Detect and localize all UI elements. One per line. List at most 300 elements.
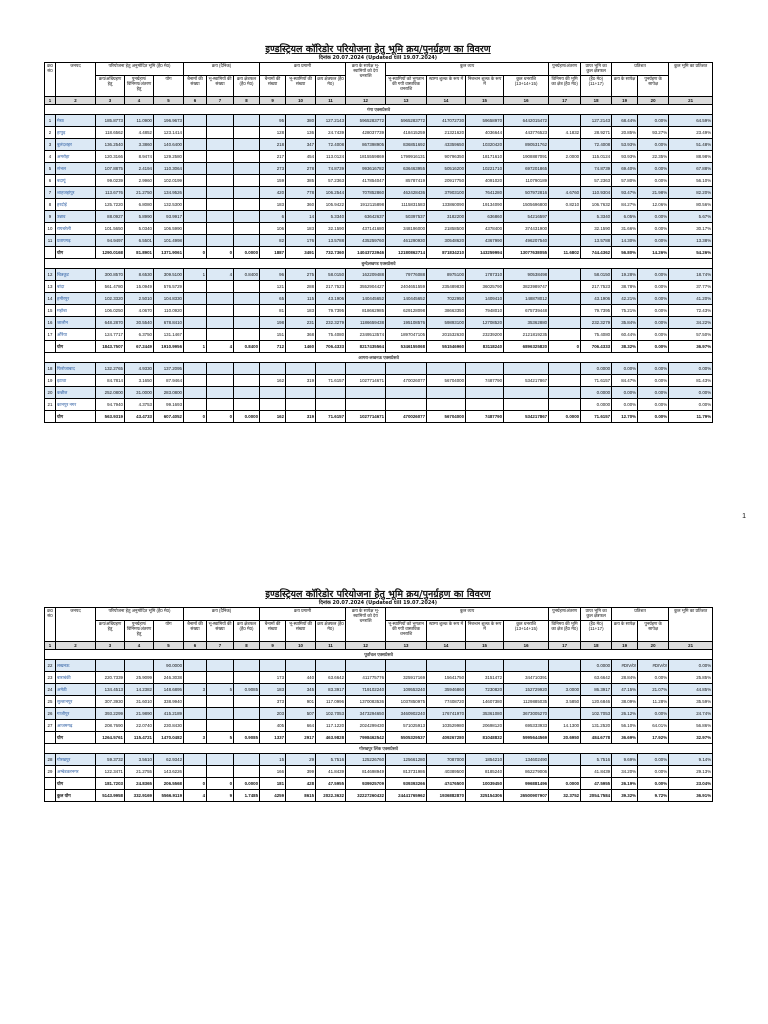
table-cell: 0.0000 <box>581 660 612 672</box>
table-cell: 30.17% <box>669 223 713 235</box>
table-cell: 648.2870 <box>96 317 125 329</box>
table-cell: 63.6642 <box>581 672 612 684</box>
table-cell: 0.00% <box>638 341 669 353</box>
table-cell <box>466 363 504 375</box>
report-subtitle: दिनांक 20.07.2024 (Updated till 19.07.2024) <box>318 600 438 606</box>
column-number: 11 <box>316 97 346 105</box>
table-cell: 697201865 <box>504 163 549 175</box>
table-cell: 23.49% <box>669 127 713 139</box>
table-cell: 360 <box>286 199 316 211</box>
table-cell: 21 <box>45 399 56 411</box>
table-cell: 36025790 <box>466 281 504 293</box>
table-cell: 59.3732 <box>96 754 125 766</box>
table-cell <box>286 399 316 411</box>
table-cell: 118.6562 <box>96 127 125 139</box>
table-cell: 36.91% <box>669 790 713 802</box>
table-cell: 21.9890 <box>125 708 154 720</box>
table-cell: 208.7690 <box>96 720 125 732</box>
table-cell: 235489830 <box>427 281 466 293</box>
table-cell: 54216597 <box>504 211 549 223</box>
table-cell: 90538498 <box>504 269 549 281</box>
header-cell: प्रतिशत <box>612 608 669 621</box>
header-cell: क्रय प्रगामी <box>260 63 346 76</box>
table-cell: 43.1906 <box>581 293 612 305</box>
table-cell <box>234 223 260 235</box>
table-cell: 1 <box>184 341 207 353</box>
table-cell: 120.3166 <box>96 151 125 163</box>
table-cell: 1115831583 <box>386 199 427 211</box>
table-cell: 1908887091 <box>504 151 549 163</box>
table-cell: 3 <box>184 684 207 696</box>
column-number: 11 <box>316 642 346 650</box>
section-row <box>45 353 713 363</box>
table-cell: 21.98% <box>638 187 669 199</box>
table-cell <box>234 163 260 175</box>
total-row <box>45 411 713 423</box>
table-cell: 5566.9119 <box>154 790 184 802</box>
table-cell: 2022.3632 <box>316 790 346 802</box>
table-cell <box>184 293 207 305</box>
table-row <box>45 766 713 778</box>
table-cell <box>45 411 56 423</box>
table-cell: 47.5955 <box>316 778 346 790</box>
table-cell: 103529980 <box>427 720 466 732</box>
table-cell <box>207 305 234 317</box>
table-cell <box>234 720 260 732</box>
table-cell <box>45 790 56 802</box>
table-cell: 59893100 <box>427 317 466 329</box>
header-cell: विनिमय की भूमि का क्षेत्र (है0 मे0) <box>549 76 581 97</box>
table-row <box>45 317 713 329</box>
table-cell <box>184 281 207 293</box>
table-cell: 24.8365 <box>125 778 154 790</box>
table-cell: 890531762 <box>504 139 549 151</box>
table-cell <box>234 317 260 329</box>
table-cell: 300.8570 <box>96 269 125 281</box>
table-cell: 0.00% <box>638 399 669 411</box>
table-cell <box>466 399 504 411</box>
header-cell: विनिमय की भूमि का क्षेत्र (है0 मे0) <box>549 621 581 642</box>
table-cell: 13 <box>45 281 56 293</box>
table-cell: 39.32% <box>612 790 638 802</box>
header-cell: कुल धनराशि (13+14+15) <box>504 76 549 97</box>
table-cell <box>234 305 260 317</box>
table-cell: 132.5300 <box>154 199 184 211</box>
total-row <box>45 341 713 353</box>
table-cell: 21.2750 <box>125 187 154 199</box>
table-cell: 5.8990 <box>125 211 154 223</box>
table-cell: 1815559869 <box>346 151 386 163</box>
table-cell: 113.6776 <box>96 187 125 199</box>
table-cell: 462428436 <box>386 187 427 199</box>
table-cell: 31.0000 <box>125 387 154 399</box>
table-cell: 231 <box>286 317 316 329</box>
table-cell: 0.00% <box>638 175 669 187</box>
column-number: 15 <box>466 97 504 105</box>
table-cell <box>549 175 581 187</box>
table-cell: 1027714671 <box>346 411 386 423</box>
table-cell: 1460 <box>286 341 316 353</box>
table-cell: #DIV/0! <box>612 660 638 672</box>
table-cell: 380 <box>286 115 316 127</box>
table-cell: 218 <box>260 139 286 151</box>
table-cell <box>504 660 549 672</box>
table-cell: 374431900 <box>504 223 549 235</box>
table-cell: योग <box>56 411 96 423</box>
table-cell: 12 <box>45 269 56 281</box>
table-cell: 5 <box>207 684 234 696</box>
table-cell: चित्रकूट <box>56 269 96 281</box>
table-cell <box>207 766 234 778</box>
table-cell: 99.0239 <box>96 175 125 187</box>
table-cell: 75.4080 <box>316 329 346 341</box>
table-cell: 5965283772 <box>346 115 386 127</box>
table-cell: 2.4194 <box>125 163 154 175</box>
table-cell: 140.6400 <box>154 139 184 151</box>
table-cell: 417072730 <box>427 115 466 127</box>
table-cell: 5.0340 <box>125 223 154 235</box>
table-cell: 996881496 <box>504 778 549 790</box>
header-cell: स्टाम्प शुल्क के रूप में <box>427 76 466 97</box>
table-cell: 0.9085 <box>234 732 260 744</box>
report-page-1 <box>44 44 712 423</box>
table-cell: 16 <box>45 317 56 329</box>
table-cell: 125226760 <box>346 754 386 766</box>
table-cell: 507 <box>286 708 316 720</box>
table-cell: 44.85% <box>669 684 713 696</box>
table-cell <box>184 199 207 211</box>
header-cell: भू-स्वामियों को भुगतान की गयी वास्तविक धनराशि <box>386 621 427 642</box>
table-cell <box>386 387 427 399</box>
table-cell <box>234 387 260 399</box>
table-cell <box>207 387 234 399</box>
table-cell: 629128098 <box>386 305 427 317</box>
table-cell <box>386 660 427 672</box>
table-cell: 37903100 <box>427 187 466 199</box>
table-cell <box>184 363 207 375</box>
table-cell: 69.40% <box>612 163 638 175</box>
table-cell: 1854210 <box>466 754 504 766</box>
table-cell <box>234 766 260 778</box>
table-cell: बांदा <box>56 281 96 293</box>
table-cell: 695333933 <box>504 720 549 732</box>
table-cell: 136 <box>286 127 316 139</box>
header-cell: भू-स्वामियों की संख्या <box>207 621 234 642</box>
column-number: 12 <box>346 642 386 650</box>
table-cell: 0.00% <box>638 375 669 387</box>
table-row <box>45 720 713 732</box>
table-cell: गाजीपुर <box>56 708 96 720</box>
table-cell: 50516200 <box>427 163 466 175</box>
report-page-2 <box>44 589 712 802</box>
table-cell <box>184 139 207 151</box>
table-cell: 345 <box>286 684 316 696</box>
table-cell: 38663350 <box>427 305 466 317</box>
table-cell: 25.85% <box>669 672 713 684</box>
header-cell: पुनर्ग्रहण/अंतरण <box>549 63 581 76</box>
table-cell: 31.66% <box>612 223 638 235</box>
table-cell <box>260 660 286 672</box>
table-cell <box>207 281 234 293</box>
table-cell: 0.0000 <box>581 363 612 375</box>
table-cell: 4091020 <box>466 175 504 187</box>
header-cell: (है0 मे0) (11+17) <box>581 621 612 642</box>
table-cell: 13.5788 <box>316 235 346 247</box>
table-cell: 56704000 <box>427 411 466 423</box>
table-cell: 319 <box>286 375 316 387</box>
table-cell: 4259 <box>260 790 286 802</box>
table-cell: 0.00% <box>638 672 669 684</box>
table-cell: 0.00% <box>638 235 669 247</box>
table-cell: 143259994 <box>466 247 504 259</box>
table-cell: 56.86% <box>669 720 713 732</box>
table-cell: 14 <box>45 293 56 305</box>
table-cell: 106.0250 <box>96 305 125 317</box>
table-cell: 0.0000 <box>549 411 581 423</box>
table-cell: 636463955 <box>386 163 427 175</box>
table-cell: 81.8901 <box>125 247 154 259</box>
table-cell: 7 <box>45 187 56 199</box>
table-cell: 94.7940 <box>96 399 125 411</box>
table-cell <box>234 235 260 247</box>
table-cell: 3491 <box>286 247 316 259</box>
table-cell <box>504 399 549 411</box>
table-cell: 67.88% <box>669 163 713 175</box>
table-row <box>45 305 713 317</box>
table-cell: 136.2540 <box>96 139 125 151</box>
table-cell <box>234 399 260 411</box>
table-cell: 107.8875 <box>96 163 125 175</box>
table-cell: 1897047105 <box>386 329 427 341</box>
table-cell: 2.0000 <box>549 151 581 163</box>
table-cell: 79.7395 <box>316 305 346 317</box>
table-cell <box>207 151 234 163</box>
table-cell: 102.7053 <box>581 708 612 720</box>
table-cell <box>45 732 56 744</box>
table-cell: 0.00% <box>612 363 638 375</box>
table-cell <box>234 696 260 708</box>
column-number: 10 <box>286 642 316 650</box>
table-cell: 162209488 <box>346 269 386 281</box>
table-cell: 10320420 <box>466 139 504 151</box>
table-cell: 15 <box>45 305 56 317</box>
table-cell: 85787419 <box>386 175 427 187</box>
header-cell: कुल व्यय <box>386 608 549 621</box>
table-cell: 62.9342 <box>154 754 184 766</box>
table-cell: 47.15% <box>612 684 638 696</box>
table-cell: 115.4721 <box>125 732 154 744</box>
table-cell: 5.67% <box>669 211 713 223</box>
table-cell: 534217867 <box>504 411 549 423</box>
table-cell: 110.3064 <box>154 163 184 175</box>
table-cell: 712 <box>260 341 286 353</box>
table-cell: 576.5729 <box>154 281 184 293</box>
table-cell: 71.6157 <box>581 411 612 423</box>
table-cell: 101.5650 <box>96 223 125 235</box>
table-cell: #DIV/0! <box>638 660 669 672</box>
table-cell: 6 <box>260 211 286 223</box>
table-cell <box>207 720 234 732</box>
table-cell: 24.7439 <box>316 127 346 139</box>
table-cell: 123.1414 <box>154 127 184 139</box>
table-cell: योग <box>56 732 96 744</box>
column-number: 20 <box>638 97 669 105</box>
table-cell: 26 <box>45 708 56 720</box>
table-cell <box>207 317 234 329</box>
table-cell: 309.5100 <box>154 269 184 281</box>
table-cell: 814698949 <box>346 766 386 778</box>
table-cell: 84.27% <box>612 199 638 211</box>
table-cell: 125661280 <box>386 754 427 766</box>
table-cell <box>549 766 581 778</box>
table-cell: 1910.9956 <box>154 341 184 353</box>
table-cell: 37.77% <box>669 281 713 293</box>
table-cell: 117.1220 <box>316 720 346 732</box>
table-row <box>45 187 713 199</box>
table-cell: 20698120 <box>466 720 504 732</box>
table-cell: 96 <box>260 269 286 281</box>
table-cell: 862279006 <box>504 766 549 778</box>
section-row <box>45 259 713 269</box>
table-row <box>45 223 713 235</box>
header-cell: प्रतिशत <box>612 63 669 76</box>
table-cell: 14043723946 <box>346 247 386 259</box>
total-row <box>45 778 713 790</box>
table-cell: 65 <box>260 293 286 305</box>
table-cell: 24.74% <box>669 708 713 720</box>
header-cell: बैनामों की संख्या <box>260 76 286 97</box>
table-cell: 13077638055 <box>504 247 549 259</box>
table-cell: 29 <box>286 754 316 766</box>
table-cell <box>45 778 56 790</box>
table-cell: 0.00% <box>669 399 713 411</box>
table-row <box>45 696 713 708</box>
table-cell: 26500907907 <box>504 790 549 802</box>
table-cell: 90796350 <box>427 151 466 163</box>
column-number: 14 <box>427 97 466 105</box>
table-cell: 84.7814 <box>96 375 125 387</box>
header-cell: योग <box>154 76 184 97</box>
column-number: 5 <box>154 97 184 105</box>
header-cell: पुनर्ग्रहण/विनिमय/अंतरण हेतु <box>125 621 154 642</box>
column-number: 15 <box>466 642 504 650</box>
table-cell <box>184 175 207 187</box>
table-cell: 901 <box>286 696 316 708</box>
table-cell: 117.0996 <box>316 696 346 708</box>
header-cell: बैनामों की संख्या <box>184 76 207 97</box>
table-cell: 993616782 <box>346 163 386 175</box>
table-cell <box>184 235 207 247</box>
table-cell <box>316 660 346 672</box>
table-cell: 325154306 <box>466 790 504 802</box>
table-cell: 173 <box>260 672 286 684</box>
header-cell: कुल धनराशि (13+14+15) <box>504 621 549 642</box>
table-cell: 56.10% <box>612 720 638 732</box>
table-cell: 9.69% <box>612 754 638 766</box>
table-cell: 12.70% <box>612 411 638 423</box>
table-cell: 246.3038 <box>154 672 184 684</box>
table-cell: रायबरेली <box>56 223 96 235</box>
table-cell: 36.97% <box>669 341 713 353</box>
column-number: 9 <box>260 97 286 105</box>
table-cell: 57.50% <box>669 329 713 341</box>
table-cell: 115.0124 <box>581 151 612 163</box>
table-cell <box>184 399 207 411</box>
table-cell: 2349513574 <box>346 329 386 341</box>
table-cell: 0.00% <box>638 163 669 175</box>
table-cell: 0.8400 <box>234 341 260 353</box>
table-cell: 115 <box>286 293 316 305</box>
table-cell: इटावा <box>56 375 96 387</box>
table-cell: 109553240 <box>386 684 427 696</box>
table-cell: 1.7485 <box>234 790 260 802</box>
table-cell: 176 <box>286 235 316 247</box>
table-row <box>45 163 713 175</box>
table-cell: 21.07% <box>638 684 669 696</box>
table-row <box>45 660 713 672</box>
table-cell <box>234 151 260 163</box>
table-cell: 1337 <box>260 732 286 744</box>
table-row <box>45 281 713 293</box>
table-cell: 105.9422 <box>316 199 346 211</box>
table-cell: 3.5610 <box>125 754 154 766</box>
table-cell: 385 <box>286 175 316 187</box>
table-cell <box>346 660 386 672</box>
table-cell: 134.4513 <box>96 684 125 696</box>
table-cell <box>234 375 260 387</box>
table-cell: 0.00% <box>612 387 638 399</box>
table-cell: 939393266 <box>386 778 427 790</box>
table-cell: 2024299430 <box>346 720 386 732</box>
table-cell: 86.3917 <box>581 684 612 696</box>
table-cell: 11 <box>45 235 56 247</box>
table-body <box>45 650 713 802</box>
table-cell <box>504 363 549 375</box>
table-cell: 22.35% <box>638 151 669 163</box>
header-cell: क्रय/अधिग्रहण हेतु <box>96 76 125 97</box>
table-cell: 40389500 <box>427 766 466 778</box>
header-cell: बैनामों की संख्या <box>184 621 207 642</box>
table-cell: 20.85% <box>612 127 638 139</box>
table-cell <box>207 696 234 708</box>
column-number: 3 <box>96 97 125 105</box>
table-cell: 5346155068 <box>386 341 427 353</box>
table-cell: कुल योग <box>56 790 96 802</box>
table-cell: 56.10% <box>669 175 713 187</box>
table-cell: शाहजहांपुर <box>56 187 96 199</box>
table-cell: 5995644569 <box>504 732 549 744</box>
table-cell: 418415259 <box>386 127 427 139</box>
header-cell: पुनर्ग्रहण के सापेक्ष <box>638 76 669 97</box>
table-row <box>45 754 713 766</box>
table-cell: 5.7516 <box>581 754 612 766</box>
table-cell: 7230820 <box>466 684 504 696</box>
table-cell: 325917169 <box>386 672 427 684</box>
header-cell: क्रय के सापेक्ष भू-स्वामियों को देय धनराशि <box>346 608 386 642</box>
table-cell: 95 <box>260 115 286 127</box>
table-cell <box>184 672 207 684</box>
table-cell: 57.2363 <box>316 175 346 187</box>
table-cell: 5.7516 <box>316 754 346 766</box>
table-cell: 31.6010 <box>125 696 154 708</box>
table-cell <box>234 660 260 672</box>
table-cell <box>504 387 549 399</box>
table-cell: 2404651559 <box>386 281 427 293</box>
table-cell: 1264.5761 <box>96 732 125 744</box>
table-row <box>45 115 713 127</box>
table-cell: 1037850975 <box>386 696 427 708</box>
table-cell <box>260 387 286 399</box>
